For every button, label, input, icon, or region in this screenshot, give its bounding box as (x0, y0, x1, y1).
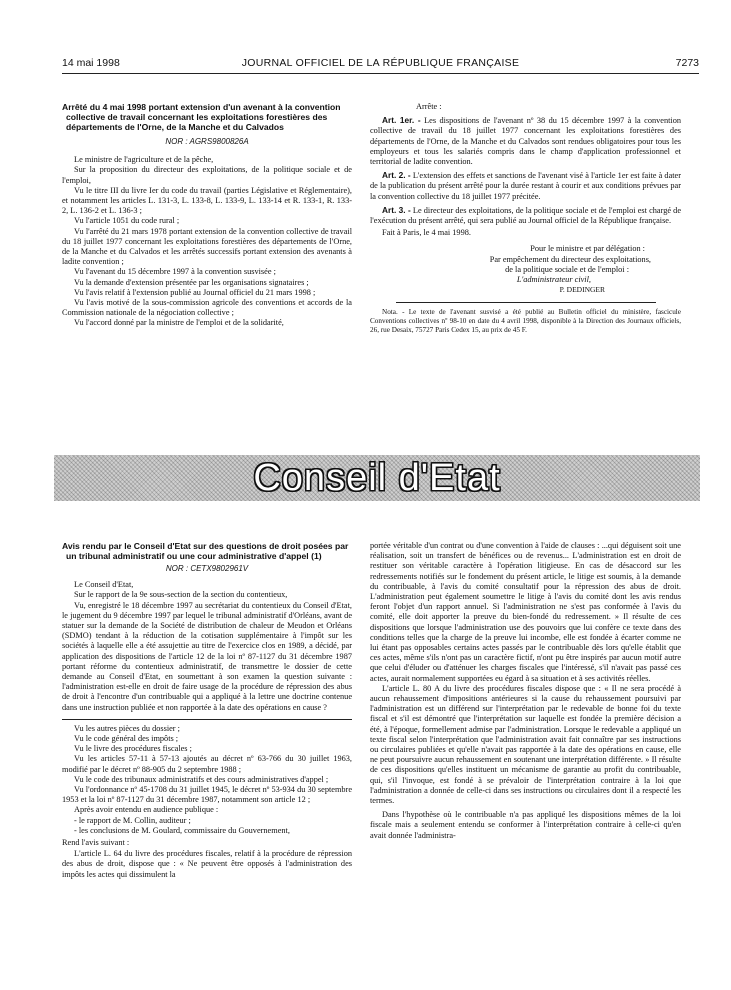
visa-paragraph: Vu le code des tribunaux administratifs et des cours administratives d'appel ; (74, 774, 329, 784)
visa-paragraph: Vu le code général des impôts ; (74, 734, 179, 744)
arrete-paragraph: Vu l'avis relatif à l'extension publié au Journal officiel du 21 mars 1998 ; (74, 287, 316, 297)
arrete-paragraph: Vu l'avenant du 15 décembre 1997 à la convention susvisée ; (74, 267, 276, 277)
signature-line: Par empêchement du directeur des exploitations, (489, 254, 651, 264)
nor-value: CETX9802961V (190, 564, 249, 573)
avis-paragraph: Le Conseil d'Etat, (74, 580, 134, 590)
arrete-word: Arrête : (416, 102, 442, 111)
arrete-paragraph: Vu l'accord donné par la ministre de l'emploi et de la solidarité, (74, 318, 284, 328)
article-3 (370, 205, 681, 226)
nor-label: NOR : (165, 564, 189, 573)
arrete-paragraph: Le ministre de l'agriculture et de la pêche, (74, 155, 214, 165)
page-header (62, 57, 699, 71)
article-2-label: Art. 2. - (382, 170, 411, 181)
article-1 (370, 115, 681, 167)
article-1-text: Les dispositions de l'avenant nº 38 du 15 décembre 1997 à la convention collective de travail du 18 juillet 1977 concernant les exploitations forestières des départements de l'Orne, de la Manche et du Calvados sont rendues obligatoires pour tous les employeurs et tous les salariés compris dans le champ d'application professionnel et territorial de ladite convention. (370, 116, 682, 167)
avis-column-left (62, 541, 352, 880)
arrete-nor (62, 137, 352, 147)
nor-label: NOR : (165, 137, 188, 146)
visa-paragraph: Après avoir entendu en audience publique : (74, 805, 219, 815)
signature-block (370, 244, 681, 295)
article-3-text: Le directeur des exploitations, de la politique sociale et de l'emploi est chargé de l'exécution du présent arrêté, qui sera publié au Journal officiel de la République française. (370, 205, 682, 226)
arrete-paragraph: Vu l'article 1051 du code rural ; (74, 216, 180, 226)
visa-paragraph: - le rapport de M. Collin, auditeur ; (74, 815, 191, 825)
signature-line: de la politique sociale et de l'emploi : (505, 264, 629, 274)
avis-paragraph: Vu, enregistré le 18 décembre 1997 au secrétariat du contentieux du Conseil d'Etat, le jugement du 9 décembre 1997 par lequel le tribunal administratif d'Orléans, avant de statuer sur la demande de la Société de distribution de chaleur de Meudon et Orléans (SDMO) tendant à la réduction de la cotisation supplémentaire à l'impôt sur les sociétés à laquelle elle a été assujettie au titre de l'exercice clos en 1989, a décidé, par application des dispositions de l'article 12 de la loi nº 87-1127 du 31 décembre 1987 portant réforme du contentieux administratif, de transmettre le dossier de cette demande au Conseil d'Etat, en soumettant à son examen la question suivante : l'administration est-elle en droit de faire usage de la procédure de répression des abus de droit à l'encontre d'un contribuable qui a appliqué à la lettre une doctrine contenue dans une instruction publiée et non rapportée à la date des opérations en cause ? (62, 600, 352, 712)
arrete-title: Arrêté du 4 mai 1998 portant extension d'un avenant à la convention collective de travail concernant les exploitations forestières des départements de l'Orne, de la Manche et du Calvados (62, 102, 341, 132)
avis-paragraph: portée véritable d'un contrat ou d'une convention à l'aide de clauses : ...qui déguisent soit une réalisation, soit un transfert de bénéfices ou de revenus... L'administration est en droit de restituer son véritable caractère à l'opération litigieuse. En cas de désaccord sur les redressements notifiés sur le fondement du présent article, le litige est soumis, à la demande du contribuable, à l'avis du comité consultatif pour la répression des abus de droit. L'administration peut également soumettre le litige à l'avis du comité dont les avis rendus feront l'objet d'un rapport annuel. Si l'administration ne s'est pas conformée à l'avis du comité, elle doit apporter la preuve du bien-fondé du redressement. » Il résulte de ces dispositions que lorsque l'administration use des pouvoirs que lui confère ce texte dans des conditions telles que la charge de la preuve lui incombe, elle est fondée à écarter comme ne lui étant pas opposables certains actes passés par le contribuable dès lors qu'elle établit que ces actes, même s'ils n'ont pas un caractère fictif, n'ont pu être inspirés par aucun motif autre que celui d'éluder ou d'atténuer les charges fiscales que l'intéressé, s'il n'avait pas passé ces actes, aurait normalement supportées eu égard à sa situation et à ses activités réelles. (370, 541, 681, 683)
rend-avis: Rend l'avis suivant : (62, 838, 130, 848)
article-2 (370, 170, 681, 202)
arrete-paragraph: Vu le titre III du livre Ier du code du travail (parties Législative et Réglementaire), et notamment les articles L. 131-3, L. 133-8, L. 133-9, L. 133-14 et R. 133-1, R. 133-2, L. 136-2 et L. 136-3 ; (62, 185, 352, 216)
avis-column-right (370, 541, 681, 841)
avis-title: Avis rendu par le Conseil d'Etat sur des questions de droit posées par un tribunal administratif ou une cour administrative d'appel (1) (62, 541, 349, 561)
fait-date: Fait à Paris, le 4 mai 1998. (382, 228, 471, 238)
header-rule (62, 73, 699, 74)
header-journal-name: JOURNAL OFFICIEL DE LA RÉPUBLIQUE FRANÇAISE (241, 57, 520, 69)
signature-line: Pour le ministre et par délégation : (530, 244, 645, 254)
avis-nor (62, 564, 352, 574)
signatory-name: P. DEDINGER (559, 285, 605, 295)
visa-paragraph: Vu le livre des procédures fiscales ; (74, 744, 192, 754)
visa-paragraph: Vu les articles 57-11 à 57-13 ajoutés au décret nº 63-766 du 30 juillet 1963, modifié par le décret nº 88-905 du 2 septembre 1988 ; (62, 754, 352, 774)
section-title: Conseil d'Etat (253, 456, 501, 499)
visa-paragraph: Vu l'ordonnance nº 45-1708 du 31 juillet 1945, le décret nº 53-934 du 30 septembre 1953 et la loi nº 87-1127 du 31 décembre 1987, notamment son article 12 ; (62, 785, 352, 805)
arrete-column-right (370, 102, 681, 334)
note-separator (396, 302, 656, 303)
arrete-paragraph: Vu l'arrêté du 21 mars 1978 portant extension de la convention collective de travail du 18 juillet 1977 concernant les exploitations forestières des départements de l'Orne, de la Manche et du Calvados et les arrêtés successifs portant extension des avenants à ladite convention ; (62, 226, 352, 267)
header-page-number: 7273 (675, 57, 699, 69)
avis-paragraph: Dans l'hypothèse où le contribuable n'a pas appliqué les dispositions mêmes de la loi fiscale mais a seulement entendu se conformer à l'interprétation contraire à celle-ci qu'en avait donnée l'administra- (370, 810, 681, 840)
nor-value: AGRS9800826A (189, 137, 249, 146)
visa-separator (62, 719, 352, 720)
article-3-label: Art. 3. - (382, 204, 411, 215)
arrete-paragraph: Sur la proposition du directeur des exploitations, de la politique sociale et de l'emploi, (62, 165, 352, 185)
header-date: 14 mai 1998 (62, 57, 120, 69)
avis-paragraph: L'article L. 64 du livre des procédures fiscales, relatif à la procédure de répression des abus de droit, dispose que : « Ne peuvent être opposés à l'administration des impôts les actes qui dissimulent la (62, 849, 352, 879)
article-1-label: Art. 1er. - (382, 115, 421, 126)
arrete-paragraph: Vu la demande d'extension présentée par les organisations signataires ; (74, 277, 309, 287)
visa-paragraph: - les conclusions de M. Goulard, commissaire du Gouvernement, (74, 825, 290, 835)
section-band-title (54, 455, 700, 501)
nota-note: Nota. - Le texte de l'avenant susvisé a été publié au Bulletin officiel du ministère, fascicule Conventions collectives nº 98-10 en date du 4 avril 1998, disponible à la Direction des Journaux officiels, 26, rue Desaix, 75727 Paris Cedex 15, au prix de 45 F. (370, 308, 681, 334)
avis-paragraph: Sur le rapport de la 9e sous-section de la section du contentieux, (74, 590, 288, 600)
arrete-column-left (62, 102, 352, 329)
article-2-text: L'extension des effets et sanctions de l'avenant visé à l'article 1er est faite à dater de la publication du présent arrêté pour la durée restant à courir et aux conditions prévues par la convention collective du 18 juillet 1977 précitée. (370, 171, 682, 201)
signature-line: L'administrateur civil, (516, 275, 591, 285)
avis-paragraph: L'article L. 80 A du livre des procédures fiscales dispose que : « Il ne sera procédé à aucun rehaussement d'impositions antérieures si la cause du rehaussement poursuivi par l'administration est un différend sur l'interprétation par le redevable de bonne foi du texte fiscal et s'il est démontré que l'interprétation sur laquelle est fondée la première décision a été, à l'époque, formellement admise par l'administration. Lorsque le redevable a appliqué un texte fiscal selon l'interprétation que l'administration avait fait connaître par ses instructions ou circulaires publiées et qu'elle n'avait pas rapportée à la date des opérations en cause, elle ne peut poursuivre aucun rehaussement en soutenant une interprétation différente. » Il résulte de ces dispositions qu'elles instituent un mécanisme de garantie au profit du contribuable, qui, s'il l'invoque, est fondé à se prévaloir de l'interprétation contraire à la loi que l'administration a donnée de celle-ci dans ses instructions ou circulaires dont il a respecté les termes. (370, 683, 681, 806)
visa-paragraph: Vu les autres pièces du dossier ; (74, 723, 180, 733)
arrete-paragraph: Vu l'avis motivé de la sous-commission agricole des conventions et accords de la Commission nationale de la négociation collective ; (62, 298, 352, 318)
